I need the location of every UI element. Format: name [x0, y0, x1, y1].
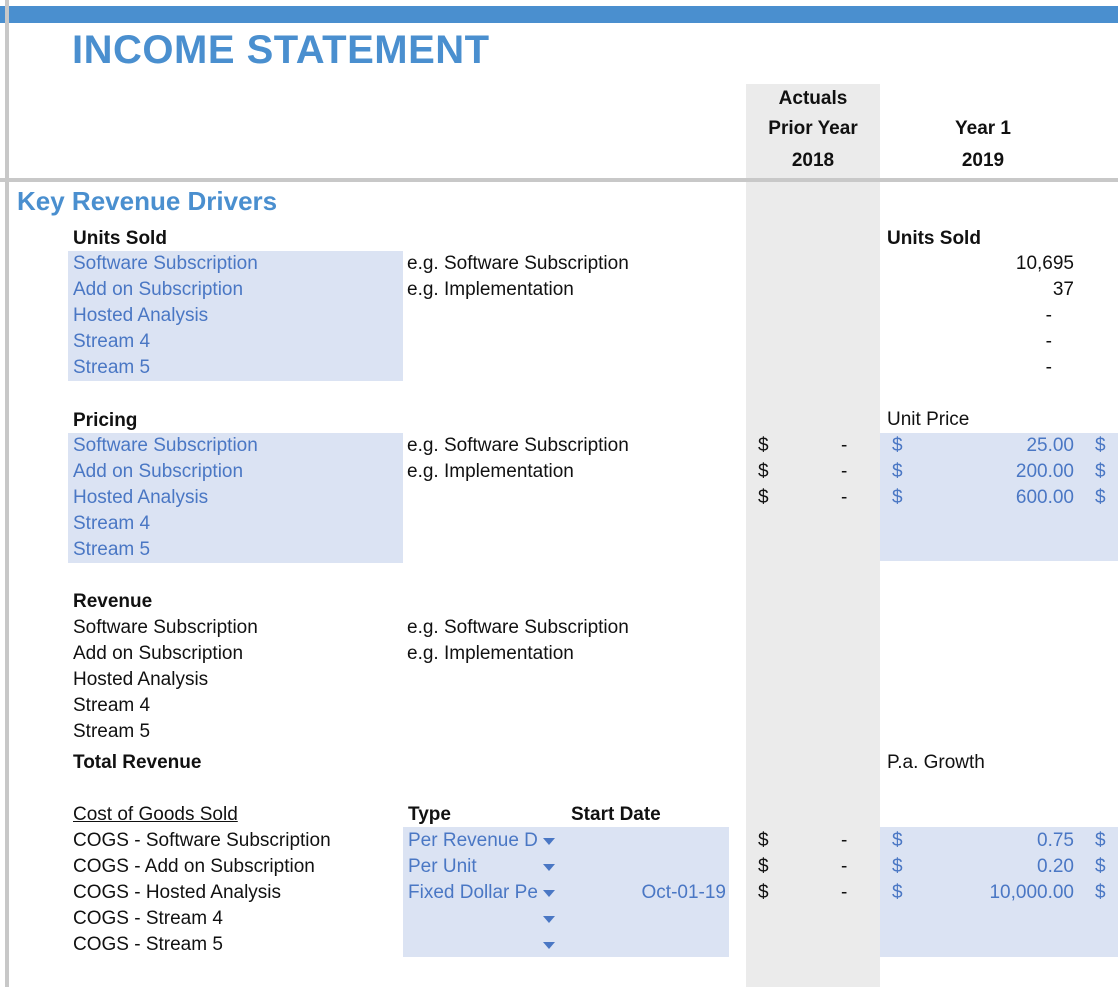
pricing-example: e.g. Implementation [407, 461, 574, 482]
actuals-year: 2018 [791, 150, 835, 171]
units-sold-right-header: Units Sold [887, 228, 981, 249]
price-currency-next: $ [1095, 461, 1106, 482]
chevron-down-icon[interactable] [543, 838, 555, 845]
chevron-down-icon[interactable] [543, 916, 555, 923]
pricing-item[interactable]: Hosted Analysis [73, 487, 209, 508]
prior-price-value: - [841, 435, 848, 456]
unit-price-header: Unit Price [887, 409, 970, 430]
growth-label: P.a. Growth [887, 752, 985, 773]
prior-cogs-currency: $ [758, 882, 769, 903]
cogs-currency: $ [892, 830, 903, 851]
cogs-type-select[interactable]: Per Unit [408, 856, 477, 877]
cogs-item: COGS - Stream 5 [73, 934, 223, 955]
units-item[interactable]: Stream 5 [73, 357, 151, 378]
prior-cogs-value: - [841, 882, 848, 903]
pricing-example: e.g. Software Subscription [407, 435, 629, 456]
revenue-item: Hosted Analysis [73, 669, 209, 690]
units-value: - [1045, 331, 1052, 352]
units-item[interactable]: Add on Subscription [73, 279, 244, 300]
revenue-header: Revenue [73, 591, 153, 612]
prior-price-value: - [841, 461, 848, 482]
price-value[interactable]: 25.00 [1026, 435, 1074, 456]
cogs-value[interactable]: 10,000.00 [989, 882, 1074, 903]
pricing-item[interactable]: Stream 5 [73, 539, 151, 560]
cogs-currency: $ [892, 856, 903, 877]
cogs-type-header: Type [408, 804, 451, 825]
cogs-type-select[interactable]: Fixed Dollar Pe [408, 882, 538, 903]
pricing-item[interactable]: Stream 4 [73, 513, 151, 534]
price-value[interactable]: 200.00 [1015, 461, 1074, 482]
units-example: e.g. Software Subscription [407, 253, 629, 274]
prior-cogs-value: - [841, 830, 848, 851]
cogs-header: Cost of Goods Sold [73, 804, 238, 825]
prior-price-currency: $ [758, 435, 769, 456]
revenue-item: Software Subscription [73, 617, 258, 638]
prior-price-currency: $ [758, 461, 769, 482]
pricing-header: Pricing [73, 410, 138, 431]
cogs-type-select[interactable]: Per Revenue D [408, 830, 538, 851]
units-item[interactable]: Stream 4 [73, 331, 151, 352]
units-value: 37 [1052, 279, 1074, 300]
price-currency: $ [892, 435, 903, 456]
year1-year: 2019 [961, 150, 1005, 171]
actuals-header-line1: Actuals [778, 88, 848, 109]
chevron-down-icon[interactable] [543, 890, 555, 897]
units-sold-header: Units Sold [73, 228, 167, 249]
price-currency: $ [892, 487, 903, 508]
top-accent-bar [0, 6, 1118, 23]
revenue-item: Stream 5 [73, 721, 151, 742]
revenue-example: e.g. Software Subscription [407, 617, 629, 638]
chevron-down-icon[interactable] [543, 942, 555, 949]
section-title: Key Revenue Drivers [17, 186, 278, 216]
cogs-item: COGS - Hosted Analysis [73, 882, 282, 903]
prior-cogs-currency: $ [758, 856, 769, 877]
prior-cogs-currency: $ [758, 830, 769, 851]
units-value: - [1045, 357, 1052, 378]
cogs-item: COGS - Stream 4 [73, 908, 223, 929]
price-currency: $ [892, 461, 903, 482]
cogs-currency-next: $ [1095, 856, 1106, 877]
units-value: 10,695 [1015, 253, 1074, 274]
cogs-currency-next: $ [1095, 882, 1106, 903]
cogs-currency-next: $ [1095, 830, 1106, 851]
prior-price-value: - [841, 487, 848, 508]
total-revenue-label: Total Revenue [73, 752, 202, 773]
revenue-item: Stream 4 [73, 695, 151, 716]
actuals-header-line2: Prior Year [768, 118, 858, 139]
price-currency-next: $ [1095, 435, 1106, 456]
cogs-item: COGS - Software Subscription [73, 830, 331, 851]
cogs-value[interactable]: 0.20 [1037, 856, 1074, 877]
pricing-item[interactable]: Software Subscription [73, 435, 258, 456]
prior-price-currency: $ [758, 487, 769, 508]
cogs-currency: $ [892, 882, 903, 903]
price-value[interactable]: 600.00 [1015, 487, 1074, 508]
units-value: - [1045, 305, 1052, 326]
prior-cogs-value: - [841, 856, 848, 877]
pricing-item[interactable]: Add on Subscription [73, 461, 244, 482]
units-example: e.g. Implementation [407, 279, 574, 300]
left-gridline [5, 0, 9, 987]
page-title: INCOME STATEMENT [72, 28, 490, 72]
revenue-example: e.g. Implementation [407, 643, 574, 664]
chevron-down-icon[interactable] [543, 864, 555, 871]
units-item[interactable]: Hosted Analysis [73, 305, 209, 326]
header-divider [0, 178, 1118, 182]
year1-header: Year 1 [955, 118, 1011, 139]
revenue-item: Add on Subscription [73, 643, 244, 664]
units-item[interactable]: Software Subscription [73, 253, 258, 274]
cogs-start-header: Start Date [571, 804, 661, 825]
cogs-value[interactable]: 0.75 [1037, 830, 1074, 851]
cogs-start-date[interactable]: Oct-01-19 [641, 882, 726, 903]
cogs-item: COGS - Add on Subscription [73, 856, 315, 877]
price-currency-next: $ [1095, 487, 1106, 508]
